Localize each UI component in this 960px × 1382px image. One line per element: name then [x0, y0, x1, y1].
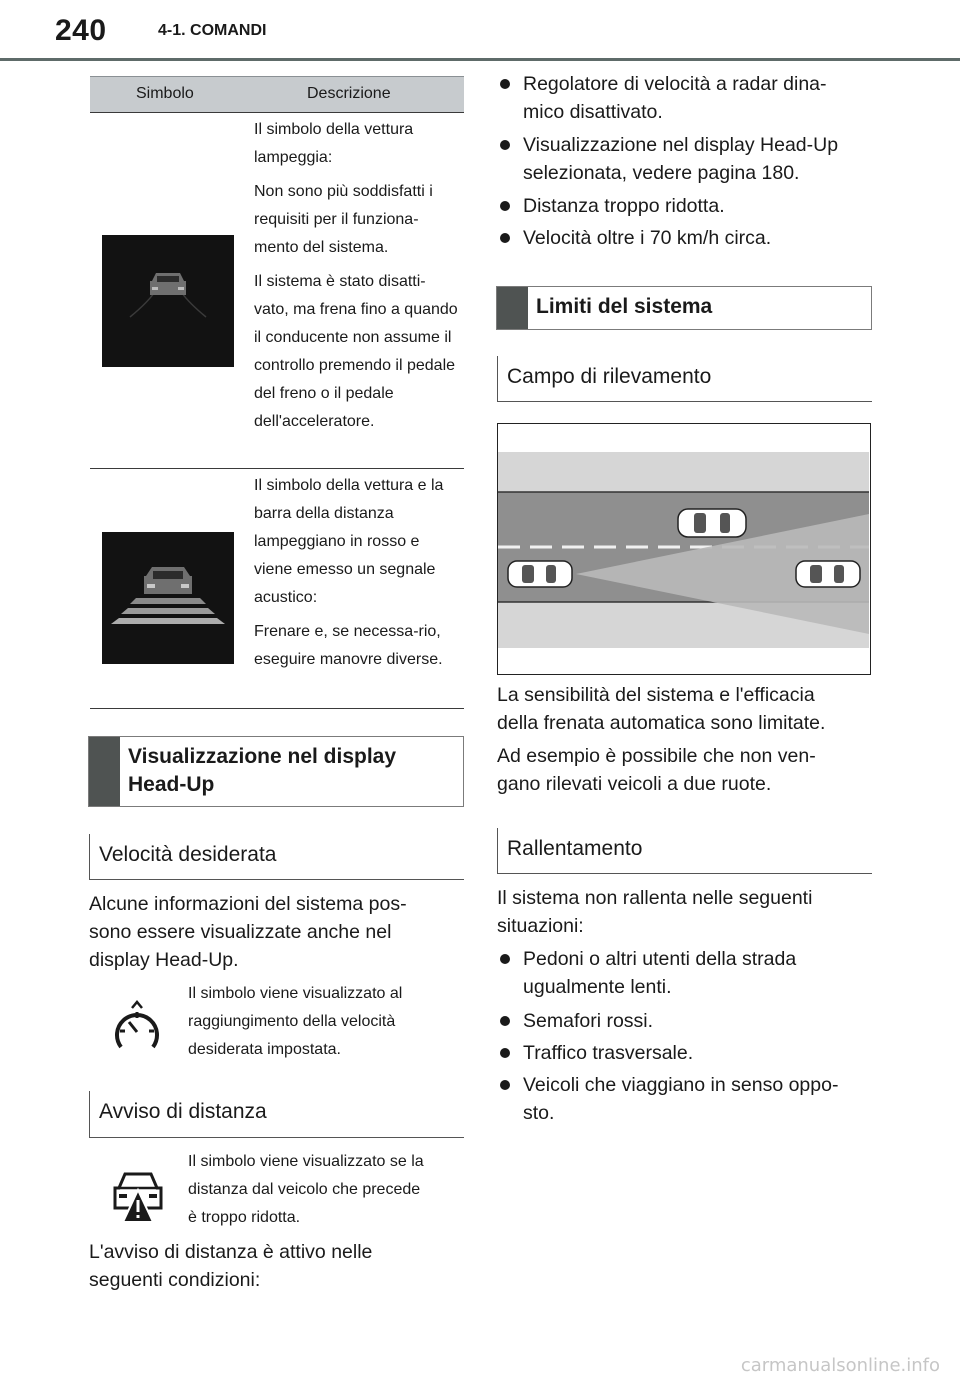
text-line: L'avviso di distanza è attivo nelle	[89, 1241, 373, 1263]
text-line: Distanza troppo ridotta.	[523, 195, 725, 217]
car-warning-icon	[109, 1168, 167, 1224]
text-line: Velocità oltre i 70 km/h circa.	[523, 227, 772, 249]
speed-icon-text	[188, 980, 464, 1064]
list-item	[497, 1039, 893, 1067]
row2-description	[254, 472, 460, 680]
subheading-distance: Avviso di distanza	[99, 1100, 267, 1123]
table-rule	[90, 468, 464, 469]
car-distance-bars-icon	[102, 532, 234, 664]
vehicle-ahead	[678, 509, 746, 537]
row1-text-1: Il simbolo della vettura lampeggia:	[254, 121, 414, 166]
subhead-rule	[89, 834, 90, 880]
text-line: Pedoni o altri utenti della strada	[523, 948, 797, 970]
text-line: sto.	[523, 1102, 555, 1124]
header-rule	[0, 58, 960, 61]
distance-body	[89, 1238, 469, 1294]
text-line: seguenti condizioni:	[89, 1269, 261, 1291]
radar-detection-range-diagram	[497, 423, 871, 675]
subhead-rule	[89, 1137, 464, 1138]
row1-description	[254, 116, 460, 442]
text-line: Veicoli che viaggiano in senso oppo-	[523, 1074, 839, 1096]
text-line: La sensibilità del sistema e l'efficacia	[497, 684, 815, 706]
section-hud-title-2: Head-Up	[128, 773, 215, 796]
watermark: carmanualsonline.info	[740, 1355, 940, 1376]
text-line: ugualmente lenti.	[523, 976, 672, 998]
text-line: gano rilevati veicoli a due ruote.	[497, 773, 772, 795]
table-rule	[90, 112, 464, 113]
text-line: Semafori rossi.	[523, 1010, 654, 1032]
subhead-rule	[497, 873, 872, 874]
section-hud-title-1: Visualizzazione nel display	[128, 745, 397, 768]
subhead-rule	[89, 1091, 90, 1137]
section-limits-box	[496, 286, 872, 330]
own-car	[508, 561, 572, 587]
text-line: sono essere visualizzate anche nel	[89, 921, 392, 943]
text-line: Alcune informazioni del sistema pos-	[89, 893, 407, 915]
vehicle-far	[796, 561, 860, 587]
text-line: Il simbolo viene visualizzato se la	[188, 1153, 424, 1170]
col-description: Descrizione	[307, 85, 391, 102]
subheading-slowdown: Rallentamento	[507, 837, 643, 860]
list-item	[497, 192, 893, 220]
row1-text-2: Non sono più soddisfatti i requisiti per il funziona-mento del sistema.	[254, 183, 433, 256]
text-line: display Head-Up.	[89, 949, 239, 971]
list-item	[497, 945, 893, 1001]
page-number: 240	[55, 14, 107, 47]
text-line: Traffico trasversale.	[523, 1042, 694, 1064]
text-line: Regolatore di velocità a radar dina-	[523, 73, 827, 95]
row2-text-1: Il simbolo della vettura e la barra della distanza lampeggiano in rosso e viene emesso un segnale acustico:	[254, 477, 444, 606]
text-line: selezionata, vedere pagina 180.	[523, 162, 800, 184]
row1-text-3: Il sistema è stato disatti-vato, ma frena fino a quando il conducente non assume il controllo premendo il pedale del freno o il pedale dell'acceleratore.	[254, 273, 458, 430]
subhead-rule	[497, 401, 872, 402]
text-line: Il sistema non rallenta nelle seguenti	[497, 887, 813, 909]
speedometer-icon	[112, 1000, 162, 1054]
text-line: Visualizzazione nel display Head-Up	[523, 134, 839, 156]
table-header	[90, 76, 464, 113]
speed-body	[89, 890, 469, 974]
car-flashing-icon	[102, 235, 234, 367]
text-line: Il simbolo viene visualizzato al	[188, 985, 403, 1002]
slow-body	[497, 884, 877, 940]
subheading-range: Campo di rilevamento	[507, 365, 712, 388]
list-item	[497, 224, 893, 252]
section-bar	[497, 287, 528, 329]
chapter-title: 4-1. COMANDI	[158, 22, 267, 39]
section-limits-title: Limiti del sistema	[536, 295, 713, 318]
section-hud-box	[88, 736, 464, 807]
text-line: è troppo ridotta.	[188, 1209, 301, 1226]
subhead-rule	[497, 828, 498, 874]
text-line: mico disattivato.	[523, 101, 663, 123]
distance-icon-text	[188, 1148, 464, 1232]
text-line: distanza dal veicolo che precede	[188, 1181, 421, 1198]
text-line: della frenata automatica sono limitate.	[497, 712, 826, 734]
section-bar	[89, 737, 120, 806]
list-item	[497, 1007, 893, 1035]
table-rule	[90, 708, 464, 709]
range-body	[497, 681, 877, 798]
text-line: Ad esempio è possibile che non ven-	[497, 745, 816, 767]
text-line: situazioni:	[497, 915, 584, 937]
subhead-rule	[497, 356, 498, 402]
list-item	[497, 70, 893, 126]
row2-text-2: Frenare e, se necessa-rio, eseguire manovre diverse.	[254, 623, 443, 668]
col-symbol: Simbolo	[136, 85, 194, 102]
subhead-rule	[89, 879, 464, 880]
list-item	[497, 131, 893, 187]
subheading-speed: Velocità desiderata	[99, 843, 277, 866]
list-item	[497, 1071, 893, 1127]
text-line: raggiungimento della velocità	[188, 1013, 396, 1030]
text-line: desiderata impostata.	[188, 1041, 341, 1058]
